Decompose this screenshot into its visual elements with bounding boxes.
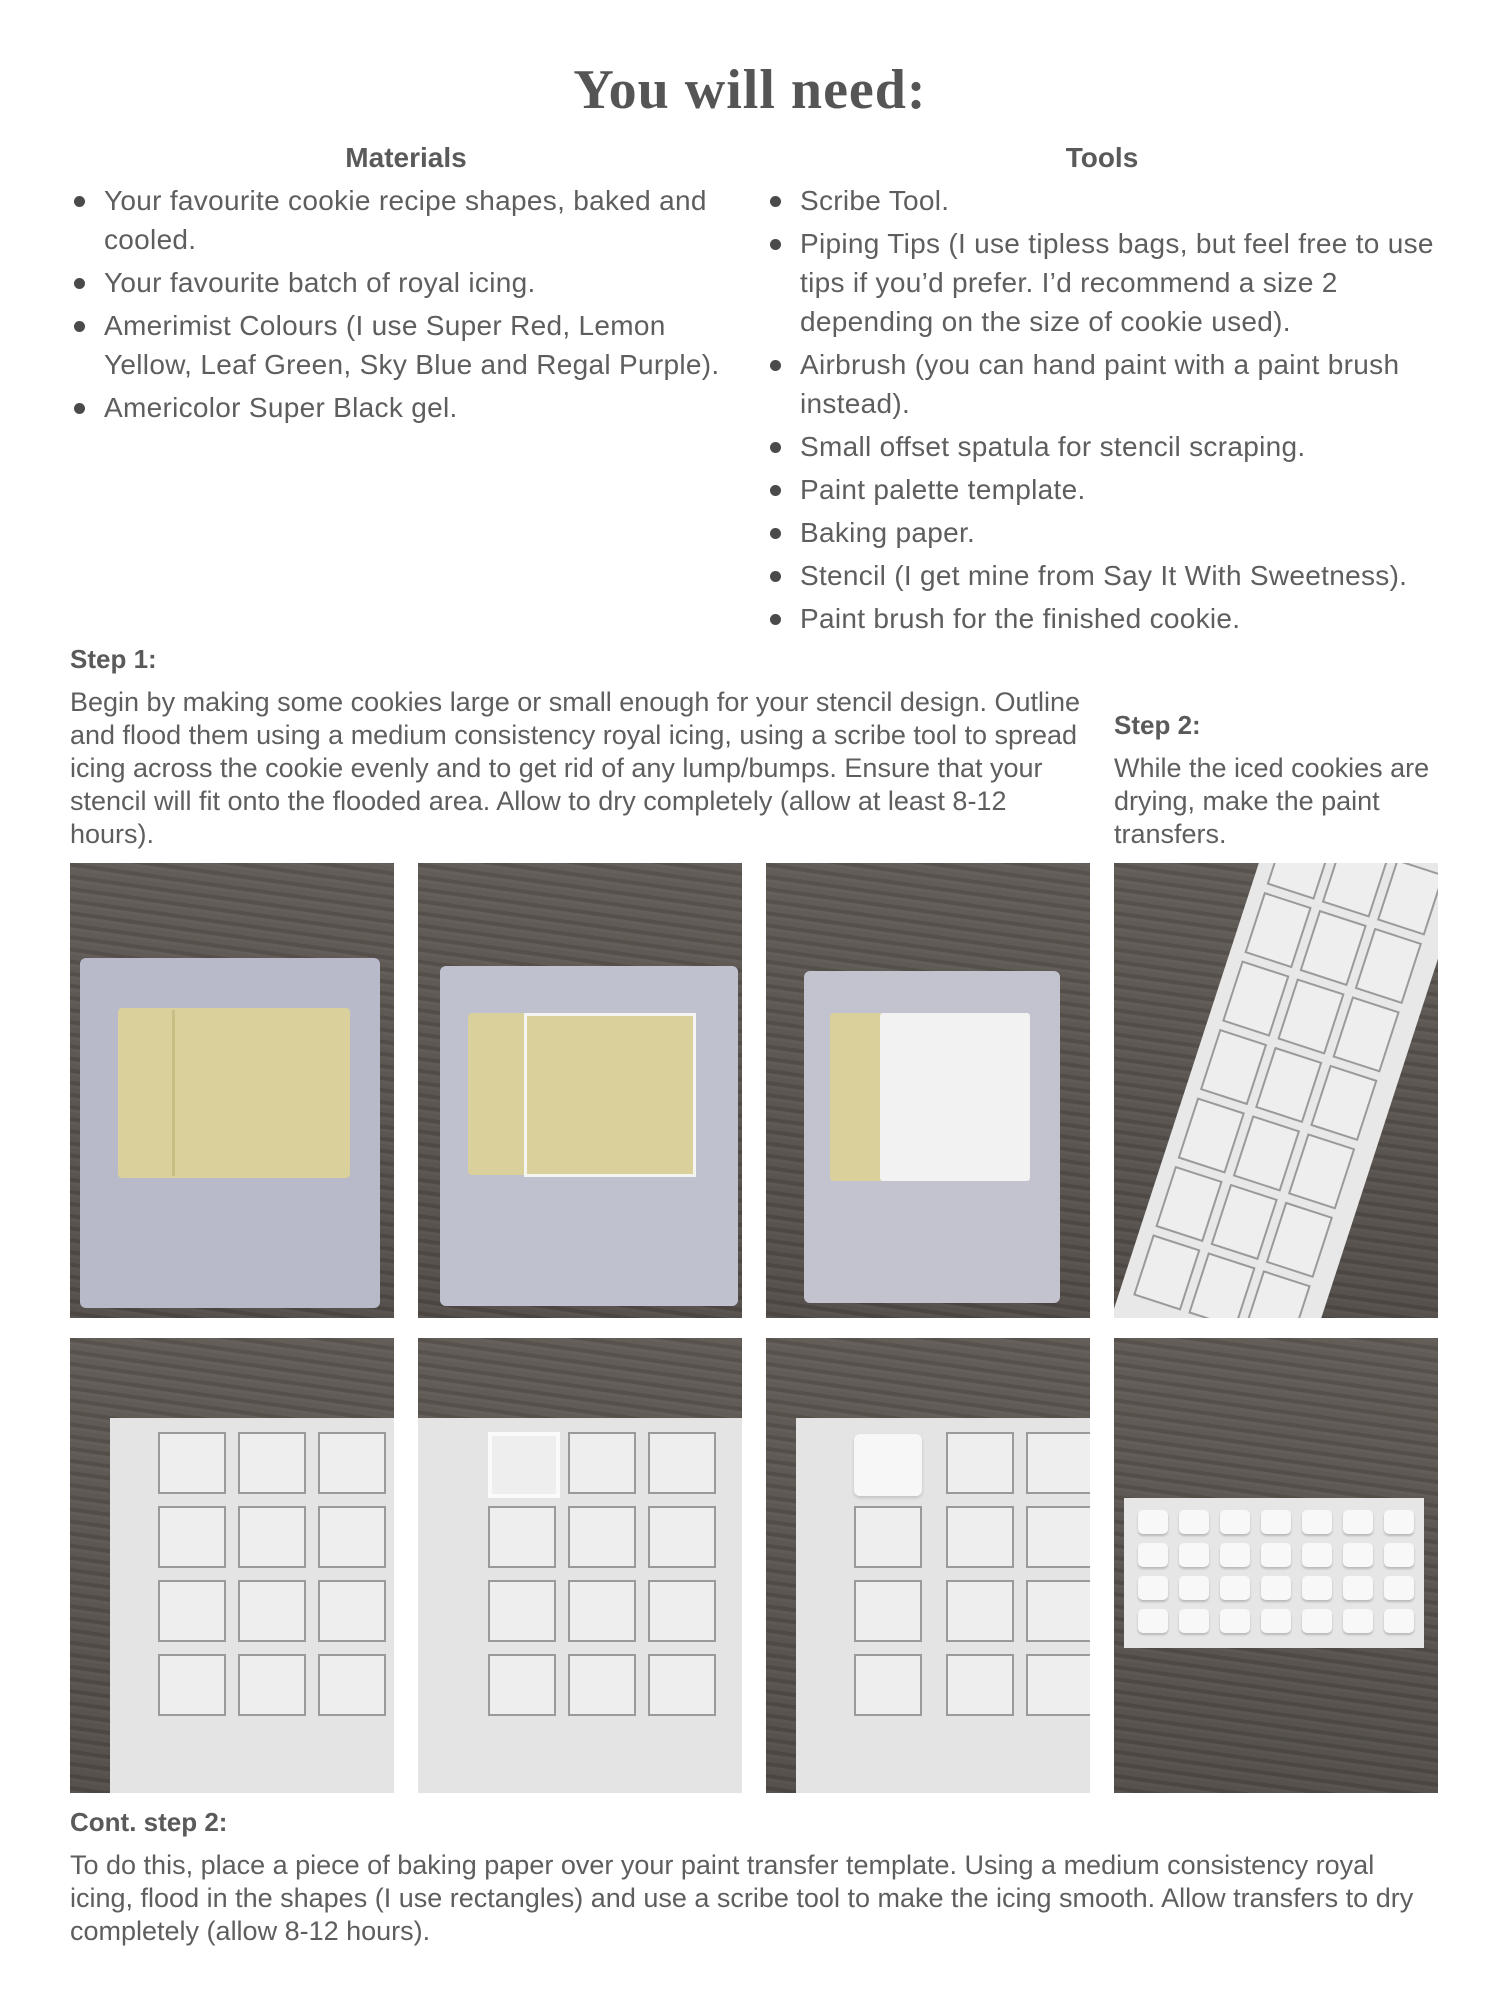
- icing-transfer: [1220, 1609, 1250, 1633]
- icing-transfer: [1302, 1510, 1332, 1534]
- step2-cont-text: To do this, place a piece of baking paper over your paint transfer template. Using a medium consistency royal icing, flood in the shapes (I use rectangles) and use a scribe tool to make the icing smooth. Allow transfers to dry completely (allow 8-12 hours).: [70, 1850, 1414, 1946]
- icing-transfer: [1220, 1543, 1250, 1567]
- list-item: Americolor Super Black gel.: [70, 388, 742, 427]
- icing-transfer: [1384, 1609, 1414, 1633]
- icing-transfer: [1384, 1543, 1414, 1567]
- list-item: Amerimist Colours (I use Super Red, Lemon Yellow, Leaf Green, Sky Blue and Regal Purple).: [70, 306, 742, 384]
- photo-baking-paper-over-template: [70, 1338, 394, 1793]
- step2-cont-heading: Cont. step 2:: [70, 1807, 228, 1837]
- photo-cookie-flooded: [766, 863, 1090, 1318]
- icing-transfer: [1179, 1576, 1209, 1600]
- tools-list: [766, 181, 1438, 642]
- icing-transfer: [1261, 1609, 1291, 1633]
- list-item: Piping Tips (I use tipless bags, but feel free to use tips if you’d prefer. I’d recommend a size 2 depending on the size of cookie used).: [766, 224, 1438, 341]
- icing-transfer: [1179, 1609, 1209, 1633]
- icing-transfer: [1220, 1576, 1250, 1600]
- icing-transfer: [1261, 1576, 1291, 1600]
- icing-transfer: [1179, 1543, 1209, 1567]
- icing-transfer: [1343, 1543, 1373, 1567]
- materials-list: [70, 181, 742, 431]
- icing-transfer: [1384, 1576, 1414, 1600]
- icing-transfer: [1261, 1543, 1291, 1567]
- photo-flood-first-shape: [766, 1338, 1090, 1793]
- step1-heading: Step 1:: [70, 644, 157, 674]
- list-item: Your favourite cookie recipe shapes, baked and cooled.: [70, 181, 742, 259]
- icing-transfer: [1343, 1609, 1373, 1633]
- photo-finished-transfers: [1114, 1338, 1438, 1793]
- list-item: Your favourite batch of royal icing.: [70, 263, 742, 302]
- step2-heading: Step 2:: [1114, 710, 1201, 740]
- photo-cookie-outlined: [418, 863, 742, 1318]
- tools-heading: Tools: [1065, 142, 1139, 173]
- step2-text: While the iced cookies are drying, make the paint transfers.: [1114, 753, 1430, 849]
- list-item: Paint brush for the finished cookie.: [766, 599, 1438, 638]
- icing-transfer: [1261, 1510, 1291, 1534]
- materials-heading: Materials: [345, 142, 467, 173]
- icing-transfer: [1138, 1576, 1168, 1600]
- list-item: Baking paper.: [766, 513, 1438, 552]
- list-item: Stencil (I get mine from Say It With Sweetness).: [766, 556, 1438, 595]
- photo-cookie-on-board: [70, 863, 394, 1318]
- icing-transfer: [1302, 1543, 1332, 1567]
- icing-transfer: [1138, 1543, 1168, 1567]
- icing-transfer: [1343, 1510, 1373, 1534]
- icing-transfer: [1138, 1609, 1168, 1633]
- icing-transfer: [1179, 1510, 1209, 1534]
- list-item: Small offset spatula for stencil scraping.: [766, 427, 1438, 466]
- icing-transfer: [1384, 1510, 1414, 1534]
- page-title: You will need:: [573, 59, 927, 121]
- step1-text: Begin by making some cookies large or small enough for your stencil design. Outline and flood them using a medium consistency royal icing, using a scribe tool to spread icing across the cookie evenly and to get rid of any lump/bumps. Ensure that your stencil will fit onto the flooded area. Allow to dry completely (allow at least 8-12 hours).: [70, 687, 1081, 849]
- icing-transfer: [1302, 1576, 1332, 1600]
- list-item: Scribe Tool.: [766, 181, 1438, 220]
- list-item: Paint palette template.: [766, 470, 1438, 509]
- list-item: Airbrush (you can hand paint with a paint brush instead).: [766, 345, 1438, 423]
- icing-transfer: [1138, 1510, 1168, 1534]
- icing-transfer: [1343, 1576, 1373, 1600]
- icing-transfer: [1220, 1510, 1250, 1534]
- photo-transfer-template: [1114, 863, 1438, 1318]
- icing-transfer: [1302, 1609, 1332, 1633]
- photo-outline-first-shape: [418, 1338, 742, 1793]
